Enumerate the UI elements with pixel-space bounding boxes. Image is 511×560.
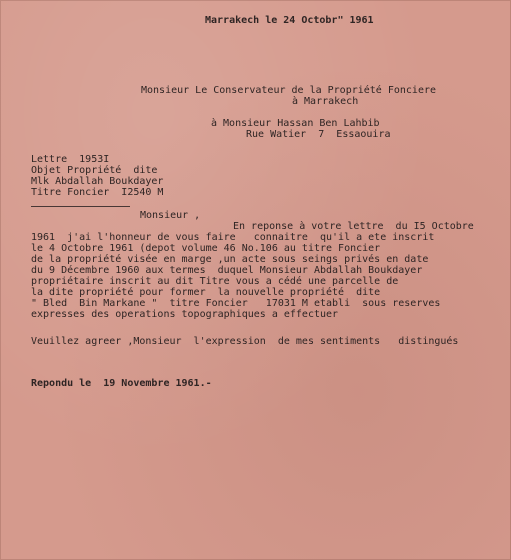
reference-line-4: Titre Foncier I2540 M <box>31 187 164 198</box>
body-line-8: " Bled Bin Markane " titre Foncier 17031 M etabli sous reserves <box>31 298 441 309</box>
body-line-1: En reponse à votre lettre du I5 Octobre <box>233 221 474 232</box>
reference-line-3: Mlk Abdallah Boukdayer <box>31 176 164 187</box>
salutation: Monsieur , <box>140 210 201 221</box>
reference-line-2: Objet Propriété dite <box>31 165 158 176</box>
body-line-3: le 4 Octobre 1961 (depot volume 46 No.106 au titre Foncier <box>31 243 381 254</box>
body-line-5: du 9 Décembre 1960 aux termes duquel Monsieur Abdallah Boukdayer <box>31 265 423 276</box>
body-line-9: expresses des operations topographiques a effectuer <box>31 309 339 320</box>
body-line-6: propriétaire inscrit au dit Titre vous a cédé une parcelle de <box>31 276 399 287</box>
recipient-line-1: Monsieur Le Conservateur de la Propriété Fonciere <box>141 85 437 96</box>
body-line-7: la dite propriété pour former la nouvelle propriété dite <box>31 287 381 298</box>
body-line-4: de la propriété visée en marge ,un acte sous seings privés en date <box>31 254 429 265</box>
closing-line: Veuillez agreer ,Monsieur l'expression de mes sentiments distingués <box>31 336 459 347</box>
sender-line-1: à Monsieur Hassan Ben Lahbib <box>211 118 380 129</box>
sender-line-2: Rue Watier 7 Essaouira <box>246 129 391 140</box>
reference-line-1: Lettre 1953I <box>31 154 110 165</box>
body-line-2: 1961 j'ai l'honneur de vous faire connaitre qu'il a ete inscrit <box>31 232 435 243</box>
date-line: Marrakech le 24 Octobr" 1961 <box>205 15 374 26</box>
reply-line: Repondu le 19 Novembre 1961.- <box>31 378 212 389</box>
recipient-line-2: à Marrakech <box>292 96 359 107</box>
reference-divider <box>31 206 130 207</box>
